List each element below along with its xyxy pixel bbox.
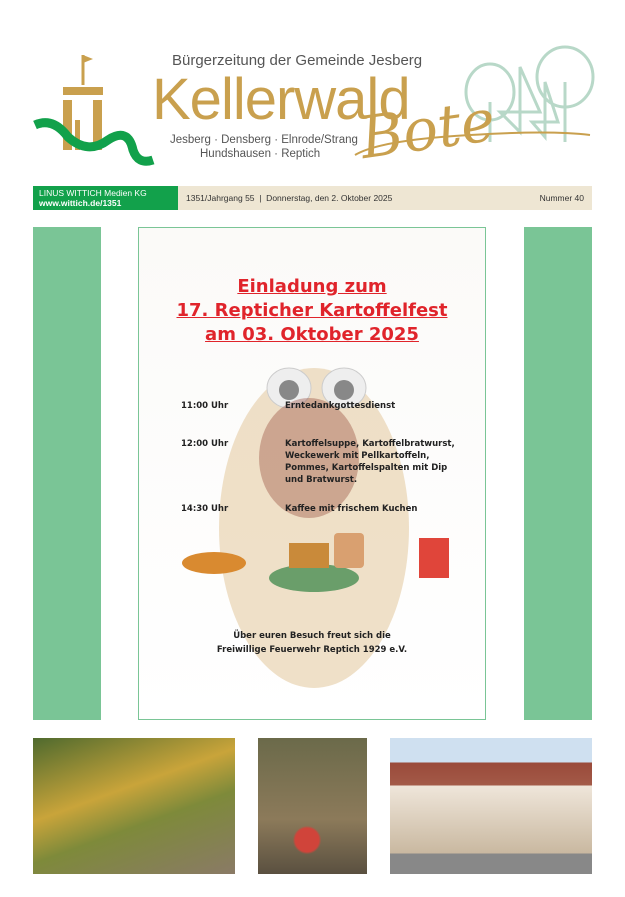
publisher-box bbox=[33, 186, 178, 210]
logo-tower-icon bbox=[33, 45, 158, 170]
places-line-1: Jesberg · Densberg · Elnrode/Strang bbox=[170, 134, 358, 146]
poster-footer-1: Über euren Besuch freut sich die bbox=[233, 631, 391, 641]
newspaper-title-script: Bote bbox=[355, 85, 500, 173]
title-swash bbox=[350, 100, 595, 170]
newspaper-title: Kellerwald bbox=[152, 67, 410, 132]
photo-half-timbered-house bbox=[390, 738, 592, 874]
schedule-time: 11:00 Uhr bbox=[181, 401, 229, 411]
issue-bar bbox=[178, 186, 592, 210]
publisher-url[interactable]: www.wittich.de/1351 bbox=[39, 198, 122, 208]
photo-mushroom bbox=[258, 738, 367, 874]
places-line-2: Hundshausen · Reptich bbox=[200, 148, 321, 160]
schedule-text: Erntedankgottesdienst bbox=[285, 401, 396, 411]
left-green-bar bbox=[33, 227, 101, 720]
photo-autumn-forest bbox=[33, 738, 235, 874]
poster-footer-2: Freiwillige Feuerwehr Reptich 1929 e.V. bbox=[216, 645, 408, 655]
schedule-text: Kaffee mit frischem Kuchen bbox=[285, 504, 418, 514]
issue-info: 1351/Jahrgang 55 | Donnerstag, den 2. Oktober 2025 bbox=[186, 193, 393, 203]
right-green-bar bbox=[524, 227, 592, 720]
schedule-time: 12:00 Uhr bbox=[181, 439, 229, 449]
poster-heading-3: am 03. Oktober 2025 bbox=[205, 324, 419, 345]
schedule-text: Kartoffelsuppe, Kartoffelbratwurst, Weckewerk mit Pellkartoffeln, Pommes, Kartoffelspalten mit Dip und Bratwurst. bbox=[285, 439, 455, 485]
schedule-time: 14:30 Uhr bbox=[181, 504, 229, 514]
poster-heading-1: Einladung zum bbox=[237, 276, 387, 297]
festival-poster bbox=[138, 227, 486, 720]
issue-number: Nummer 40 bbox=[539, 193, 584, 203]
poster-heading-2: 17. Repticher Kartoffelfest bbox=[176, 300, 448, 321]
publisher-name: LINUS WITTICH Medien KG bbox=[39, 188, 147, 198]
subtitle: Bürgerzeitung der Gemeinde Jesberg bbox=[172, 52, 423, 69]
